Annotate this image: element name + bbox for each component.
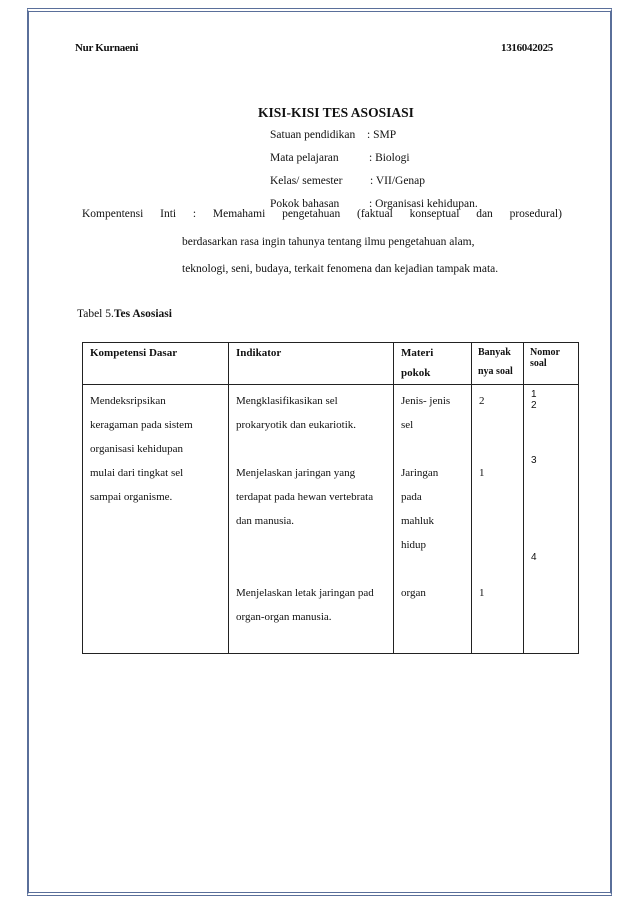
kd-line: keragaman pada sistem	[90, 419, 193, 431]
materi-line: sel	[401, 419, 414, 431]
nomor-value: 4	[531, 552, 537, 563]
nomor-soal-cell	[524, 385, 579, 654]
info-label: Kelas/ semester	[270, 175, 343, 187]
word: Memahami	[212, 208, 266, 220]
info-label: Pokok bahasan	[270, 198, 340, 210]
info-label: Mata pelajaran	[270, 152, 339, 164]
caption-prefix: Tabel 5.	[77, 308, 114, 320]
header-nomor-soal	[524, 343, 579, 385]
header-line: pokok	[401, 367, 431, 379]
indikator-line: Mengklasifikasikan sel	[236, 395, 338, 407]
materi-line: mahluk	[401, 515, 434, 527]
indikator-line: prokaryotik dan eukariotik.	[236, 419, 357, 431]
info-value: : VII/Genap	[370, 175, 426, 187]
banyak-value: 2	[479, 395, 485, 407]
kd-line: sampai organisme.	[90, 491, 173, 503]
document-title: KISI-KISI TES ASOSIASI	[258, 105, 414, 120]
kompetensi-line-3: teknologi, seni, budaya, terkait fenomena dan kejadian tampak mata.	[182, 263, 499, 275]
banyak-value: 1	[479, 587, 485, 599]
student-id: 1316042025	[501, 42, 554, 54]
banyak-value: 1	[479, 467, 485, 479]
indikator-cell	[229, 385, 394, 654]
indikator-line: dan manusia.	[236, 515, 295, 527]
table-row	[83, 385, 579, 654]
kompetensi-dasar-cell	[83, 385, 229, 654]
indikator-line: Menjelaskan letak jaringan pad	[236, 587, 374, 599]
word: Inti	[160, 208, 177, 220]
kompetensi-line-2: berdasarkan rasa ingin tahunya tentang ilmu pengetahuan alam,	[182, 236, 475, 248]
kd-line: organisasi kehidupan	[90, 443, 183, 455]
word: konseptual	[409, 208, 460, 220]
header-kompetensi-dasar: Kompetensi Dasar	[83, 343, 229, 385]
kompetensi-line-1	[82, 208, 562, 220]
info-label: Satuan pendidikan	[270, 129, 356, 141]
materi-line: pada	[401, 491, 422, 503]
asosiasi-table	[82, 342, 579, 654]
kompetensi-inti-paragraph	[82, 208, 562, 275]
nomor-value: 3	[531, 455, 537, 466]
kd-line: Mendeksripsikan	[90, 395, 166, 407]
nomor-value: 2	[531, 400, 537, 411]
materi-line: Jaringan	[401, 467, 439, 479]
info-value: : Organisasi kehidupan.	[369, 198, 478, 210]
header-line: Materi	[401, 347, 434, 359]
header-banyak-soal	[472, 343, 524, 385]
header-indikator: Indikator	[229, 343, 394, 385]
table-header-row	[83, 343, 579, 385]
info-value: : SMP	[367, 129, 397, 141]
nomor-value: 1	[531, 389, 537, 400]
table-caption	[77, 308, 172, 320]
word: (faktual	[357, 208, 393, 220]
header-line: Banyak	[478, 347, 511, 358]
word: Kompentensi	[82, 208, 144, 220]
info-value: : Biologi	[369, 152, 410, 164]
banyak-soal-cell	[472, 385, 524, 654]
word: prosedural)	[509, 208, 562, 220]
caption-title: Tes Asosiasi	[113, 308, 172, 320]
header-materi-pokok	[394, 343, 472, 385]
materi-line: organ	[401, 587, 426, 599]
header-line: Nomor	[530, 347, 560, 358]
word: :	[192, 208, 197, 220]
materi-pokok-cell	[394, 385, 472, 654]
header-line: soal	[530, 358, 547, 369]
kd-line: mulai dari tingkat sel	[90, 467, 184, 479]
indikator-line: terdapat pada hewan vertebrata	[236, 491, 374, 503]
materi-line: hidup	[401, 539, 427, 551]
indikator-line: organ-organ manusia.	[236, 611, 332, 623]
word: pengetahuan	[282, 208, 341, 220]
materi-line: Jenis- jenis	[401, 395, 451, 407]
indikator-line: Menjelaskan jaringan yang	[236, 467, 356, 479]
word: dan	[476, 208, 493, 220]
author-name: Nur Kurnaeni	[75, 42, 139, 54]
header-line: nya soal	[478, 366, 513, 377]
